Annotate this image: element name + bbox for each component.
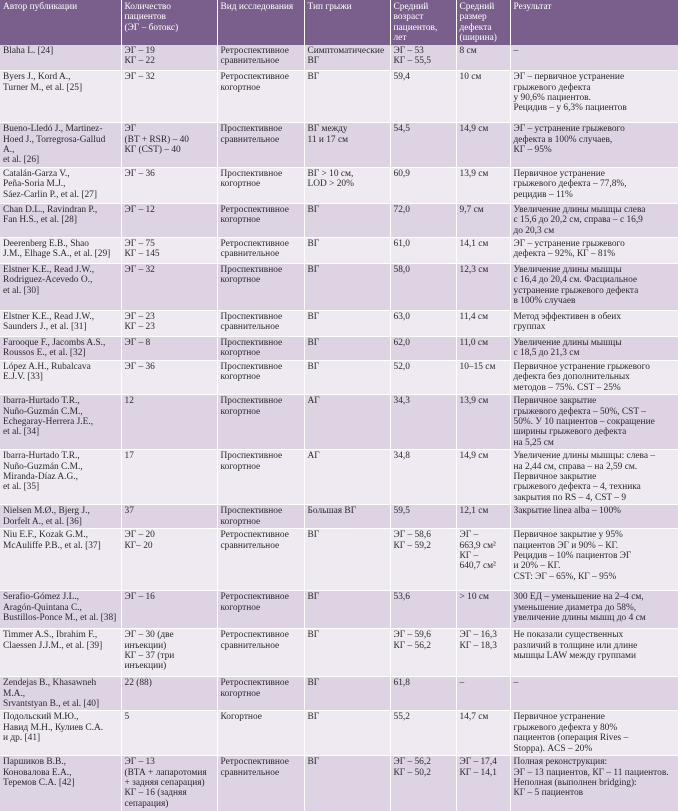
- cell-hernia-type: ВГ: [304, 756, 390, 812]
- cell-study-type: Ретроспективное когортное: [217, 203, 304, 237]
- header-study-type: Вид исследования: [217, 0, 304, 45]
- table-row: [0, 71, 678, 123]
- cell-patients: ЭГ – 16: [121, 591, 217, 629]
- cell-study-type: Ретроспективное когортное: [217, 591, 304, 629]
- cell-patients: ЭГ – 30 (две инъекции) КГ – 37 (три инъекции): [121, 629, 217, 677]
- table-row: [0, 45, 678, 71]
- cell-defect-size: 13,9 см: [456, 395, 510, 450]
- cell-study-type: Проспективное когортное: [217, 395, 304, 450]
- cell-author: Timmer A.S., Ibrahim F., Claessen J.J.M., et al. [39]: [0, 629, 121, 677]
- cell-result: Первичное закрытие грыжевого дефекта – 50%, CST – 50%. У 10 пациентов – сокращение ширины грыжевого дефекта на 5,25 см: [510, 395, 678, 450]
- cell-result: Закрытие linea alba – 100%: [510, 505, 678, 529]
- header-mean-age: Средний возраст пациентов, лет: [390, 0, 456, 45]
- cell-patients: ЭГ – 36: [121, 167, 217, 203]
- cell-author: Подольский М.Ю., Навид М.Н., Кулиев С.А. и др. [41]: [0, 711, 121, 756]
- cell-mean-age: 72,0: [390, 203, 456, 237]
- cell-result: Первичное устранение грыжевого дефекта без дополнительных методов – 75%. CST – 25%: [510, 360, 678, 394]
- table-row: [0, 167, 678, 203]
- cell-mean-age: 34,8: [390, 450, 456, 505]
- cell-result: ЭГ – устранение грыжевого дефекта в 100% случаев, КГ – 95%: [510, 123, 678, 168]
- cell-author: Catalán-Garza V., Peña-Soria M.J., Sáez-Carlin P., et al. [27]: [0, 167, 121, 203]
- cell-defect-size: ЭГ – 17,4 КГ – 14,1: [456, 756, 510, 812]
- table-row: [0, 629, 678, 677]
- cell-hernia-type: ВГ между 11 и 17 см: [304, 123, 390, 168]
- table-row: [0, 395, 678, 450]
- table-row: [0, 123, 678, 168]
- table-body: [0, 45, 678, 812]
- cell-defect-size: 9,7 см: [456, 203, 510, 237]
- table-row: [0, 450, 678, 505]
- cell-patients: ЭГ – 13 (ВТА + лапаротомия + задняя сепарация) КГ – 16 (задняя сепарация): [121, 756, 217, 812]
- cell-study-type: Ретроспективное сравнительное: [217, 756, 304, 812]
- cell-hernia-type: АГ: [304, 450, 390, 505]
- cell-mean-age: ЭГ – 58,6 КГ – 59,2: [390, 529, 456, 591]
- cell-result: Увеличение длины мышцы: слева – на 2,44 см, справа – на 2,59 см. Первичное закрытие грыжевого дефекта – 4, техника закрытия по RS – 4, CST – 9: [510, 450, 678, 505]
- cell-hernia-type: Симптоматические ВГ: [304, 45, 390, 71]
- cell-study-type: Проспективное когортное: [217, 167, 304, 203]
- cell-patients: ЭГ (BT + RSR) – 40 КГ (CST) – 40: [121, 123, 217, 168]
- cell-hernia-type: ВГ: [304, 71, 390, 123]
- cell-author: Elstner K.E., Read J.W., Rodriguez-Acevedo O., et al. [30]: [0, 263, 121, 310]
- cell-mean-age: 61,0: [390, 237, 456, 263]
- cell-mean-age: ЭГ – 59,6 КГ – 56,2: [390, 629, 456, 677]
- cell-defect-size: 14,7 см: [456, 711, 510, 756]
- cell-author: Ibarra-Hurtado T.R., Nuño-Guzmán C.M., Echegaray-Herrera J.E., et al. [34]: [0, 395, 121, 450]
- cell-defect-size: ЭГ – 16,3 КГ – 18,3: [456, 629, 510, 677]
- cell-study-type: Проспективное когортное: [217, 336, 304, 360]
- cell-hernia-type: ВГ: [304, 263, 390, 310]
- cell-patients: 37: [121, 505, 217, 529]
- cell-patients: ЭГ – 36: [121, 360, 217, 394]
- cell-defect-size: 14,9 см: [456, 450, 510, 505]
- cell-hernia-type: ВГ: [304, 591, 390, 629]
- cell-author: Bueno-Lledó J., Martinez- Hoed J., Torregrosa-Gallud A., et al. [26]: [0, 123, 121, 168]
- cell-study-type: Когортное: [217, 711, 304, 756]
- cell-patients: 5: [121, 711, 217, 756]
- cell-defect-size: 11,4 см: [456, 310, 510, 336]
- header-result: Результат: [510, 0, 678, 45]
- cell-defect-size: 12,1 см: [456, 505, 510, 529]
- cell-study-type: Ретроспективное сравнительное: [217, 45, 304, 71]
- table-row: [0, 310, 678, 336]
- cell-author: Zendejas B., Khasawneh M.A., Srvantstyan B., et al. [40]: [0, 677, 121, 711]
- cell-defect-size: 14,9 см: [456, 123, 510, 168]
- cell-study-type: Проспективное когортное: [217, 450, 304, 505]
- cell-defect-size: 10–15 см: [456, 360, 510, 394]
- cell-study-type: Проспективное сравнительное: [217, 123, 304, 168]
- cell-mean-age: ЭГ – 53 КГ – 55,5: [390, 45, 456, 71]
- cell-patients: ЭГ – 8: [121, 336, 217, 360]
- cell-study-type: Проспективное когортное: [217, 505, 304, 529]
- header-patients: Количество пациентов (ЭГ – ботокс): [121, 0, 217, 45]
- cell-patients: 22 (88): [121, 677, 217, 711]
- table-row: [0, 360, 678, 394]
- cell-author: Паршиков В.В., Коновалова Е.А., Теремов С.А. [42]: [0, 756, 121, 812]
- cell-mean-age: 61,8: [390, 677, 456, 711]
- cell-hernia-type: ВГ: [304, 360, 390, 394]
- cell-study-type: Ретроспективное сравнительное: [217, 529, 304, 591]
- cell-mean-age: 55,2: [390, 711, 456, 756]
- cell-study-type: Ретроспективное сравнительное: [217, 629, 304, 677]
- cell-author: Nielsen M.Ø., Bjerg J., Dorfelt A., et al. [36]: [0, 505, 121, 529]
- cell-author: Niu E.F., Kozak G.M., McAuliffe P.B., et al. [37]: [0, 529, 121, 591]
- cell-author: Byers J., Kord A., Turner M., et al. [25]: [0, 71, 121, 123]
- cell-mean-age: 53,6: [390, 591, 456, 629]
- cell-defect-size: > 10 см: [456, 591, 510, 629]
- cell-defect-size: 8 см: [456, 45, 510, 71]
- table-row: [0, 336, 678, 360]
- cell-result: Увеличение длины мышцы с 18,5 до 21,3 см: [510, 336, 678, 360]
- cell-hernia-type: ВГ: [304, 711, 390, 756]
- cell-hernia-type: ВГ: [304, 677, 390, 711]
- cell-patients: 17: [121, 450, 217, 505]
- cell-mean-age: 60,9: [390, 167, 456, 203]
- cell-author: Deerenberg E.B., Shao J.M., Elhage S.A., et al. [29]: [0, 237, 121, 263]
- cell-patients: ЭГ – 32: [121, 263, 217, 310]
- cell-hernia-type: ВГ: [304, 203, 390, 237]
- cell-study-type: Ретроспективное когортное: [217, 71, 304, 123]
- cell-result: Первичное устранение грыжевого дефекта у 80% пациентов (операция Rives – Stoppa). ACS – 20%: [510, 711, 678, 756]
- cell-hernia-type: АГ: [304, 395, 390, 450]
- cell-defect-size: 14,1 см: [456, 237, 510, 263]
- header-defect-size: Средний размер дефекта (ширина): [456, 0, 510, 45]
- header-hernia-type: Тип грыжи: [304, 0, 390, 45]
- cell-defect-size: 12,3 см: [456, 263, 510, 310]
- table-row: [0, 203, 678, 237]
- cell-study-type: Проспективное когортное: [217, 263, 304, 310]
- cell-hernia-type: ВГ: [304, 310, 390, 336]
- cell-author: Blaha L. [24]: [0, 45, 121, 71]
- cell-hernia-type: ВГ: [304, 336, 390, 360]
- table-row: [0, 237, 678, 263]
- cell-result: –: [510, 45, 678, 71]
- cell-result: Первичное закрытие у 95% пациентов ЭГ и 90% – КГ. Рецидив – 10% пациентов ЭГ и 20% – КГ. CST: ЭГ – 65%, КГ – 95%: [510, 529, 678, 591]
- cell-defect-size: –: [456, 677, 510, 711]
- table-row: [0, 263, 678, 310]
- table-row: [0, 591, 678, 629]
- cell-study-type: Ретроспективное когортное: [217, 677, 304, 711]
- cell-study-type: Ретроспективное сравнительное: [217, 237, 304, 263]
- table-row: [0, 529, 678, 591]
- cell-result: ЭГ – первичное устранение грыжевого дефекта у 90,6% пациентов. Рецидив – у 6,3% пациентов: [510, 71, 678, 123]
- cell-result: Увеличение длины мышцы слева с 15,6 до 20,2 см, справа – с 16,9 до 20,3 см: [510, 203, 678, 237]
- cell-hernia-type: ВГ > 10 см, LOD > 20%: [304, 167, 390, 203]
- cell-patients: ЭГ – 32: [121, 71, 217, 123]
- cell-study-type: Проспективное сравнительное: [217, 310, 304, 336]
- cell-result: Первичное устранение грыжевого дефекта – 77,8%, рецидив – 11%: [510, 167, 678, 203]
- cell-author: López A.H., Rubalcava E.J.V. [33]: [0, 360, 121, 394]
- cell-defect-size: ЭГ – 663,9 см² КГ – 640,7 см²: [456, 529, 510, 591]
- cell-author: Chan D.L., Ravindran P., Fan H.S., et al. [28]: [0, 203, 121, 237]
- cell-mean-age: 59,4: [390, 71, 456, 123]
- header-row: [0, 0, 678, 45]
- cell-patients: ЭГ – 20 КГ– 20: [121, 529, 217, 591]
- header-author: Автор публикации: [0, 0, 121, 45]
- cell-patients: ЭГ – 75 КГ – 145: [121, 237, 217, 263]
- cell-result: Не показали существенных различий в толщине или длине мышцы LAW между группами: [510, 629, 678, 677]
- cell-patients: ЭГ – 12: [121, 203, 217, 237]
- cell-patients: ЭГ – 19 КГ – 22: [121, 45, 217, 71]
- cell-mean-age: 54,5: [390, 123, 456, 168]
- cell-result: –: [510, 677, 678, 711]
- cell-mean-age: 62,0: [390, 336, 456, 360]
- table-row: [0, 711, 678, 756]
- table-row: [0, 505, 678, 529]
- table-row: [0, 756, 678, 812]
- cell-patients: ЭГ – 23 КГ – 23: [121, 310, 217, 336]
- cell-mean-age: 34,3: [390, 395, 456, 450]
- cell-author: Farooque F., Jacombs A.S., Roussos E., et al. [32]: [0, 336, 121, 360]
- cell-mean-age: 52,0: [390, 360, 456, 394]
- cell-hernia-type: ВГ: [304, 529, 390, 591]
- cell-author: Serafio-Gómez J.L., Aragón-Quintana C., Bustillos-Ponce M., et al. [38]: [0, 591, 121, 629]
- table-row: [0, 677, 678, 711]
- cell-hernia-type: ВГ: [304, 629, 390, 677]
- cell-patients: 12: [121, 395, 217, 450]
- cell-mean-age: 59,5: [390, 505, 456, 529]
- cell-result: ЭГ – устранение грыжевого дефекта – 92%, КГ – 81%: [510, 237, 678, 263]
- cell-result: 300 ЕД – уменьшение на 2–4 см, уменьшение диаметра до 58%, увеличение длины мышц до 4 см: [510, 591, 678, 629]
- cell-study-type: Проспективное когортное: [217, 360, 304, 394]
- cell-result: Полная реконструкция: ЭГ – 13 пациентов, КГ – 11 пациентов. Неполная (выполнен bridging): КГ – 5 пациентов: [510, 756, 678, 812]
- cell-hernia-type: Большая ВГ: [304, 505, 390, 529]
- cell-hernia-type: ВГ: [304, 237, 390, 263]
- cell-defect-size: 10 см: [456, 71, 510, 123]
- cell-mean-age: ЭГ – 56,2 КГ – 50,2: [390, 756, 456, 812]
- cell-result: Увеличение длины мышцы с 16,4 до 20,4 см. Фасциальное устранение грыжевого дефекта в 100% случаев: [510, 263, 678, 310]
- cell-mean-age: 58,0: [390, 263, 456, 310]
- cell-author: Elstner K.E., Read J.W., Saunders J., et al. [31]: [0, 310, 121, 336]
- cell-defect-size: 13,9 см: [456, 167, 510, 203]
- cell-result: Метод эффективен в обеих группах: [510, 310, 678, 336]
- cell-author: Ibarra-Hurtado T.R., Nuño-Guzmán C.M., Miranda-Díaz A.G., et al. [35]: [0, 450, 121, 505]
- cell-defect-size: 11,0 см: [456, 336, 510, 360]
- cell-mean-age: 63,0: [390, 310, 456, 336]
